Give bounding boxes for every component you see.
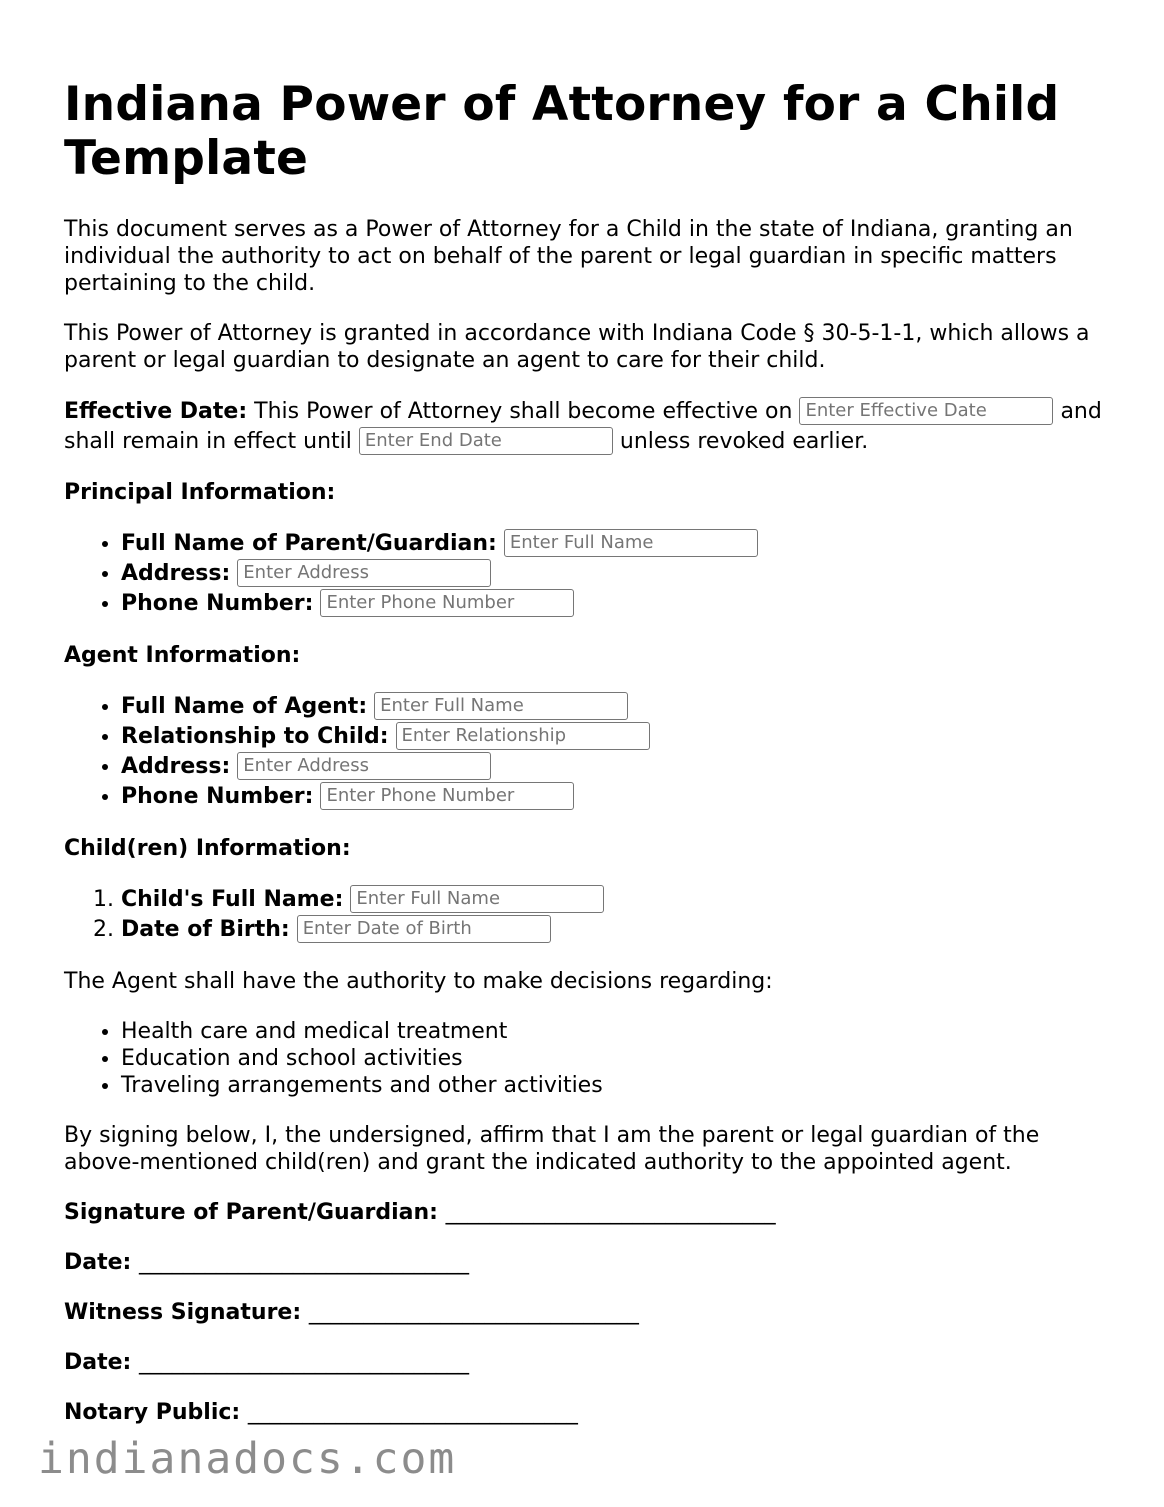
authority-intro: The Agent shall have the authority to make decisions regarding: bbox=[64, 969, 773, 994]
affirmation-paragraph: By signing below, I, the undersigned, affirm that I am the parent or legal guardian of the above-mentioned child(ren) and grant the indicated authority to the appointed agent. bbox=[64, 1123, 1040, 1175]
signature-line: ______________________________ bbox=[308, 1300, 639, 1325]
list-item: • Health care and medical treatment bbox=[121, 1018, 1104, 1045]
agent-list bbox=[64, 692, 1104, 812]
child-dob-input[interactable] bbox=[297, 915, 551, 943]
signature-line: ______________________________ bbox=[139, 1350, 470, 1375]
signature-line: ______________________________ bbox=[445, 1200, 776, 1225]
list-item: • Traveling arrangements and other activities bbox=[121, 1072, 1104, 1099]
parent-name-input[interactable] bbox=[504, 529, 758, 557]
child-name-input[interactable] bbox=[350, 885, 604, 913]
field-label: Phone Number: bbox=[121, 591, 314, 616]
field-label: Phone Number: bbox=[121, 784, 314, 809]
effective-date-label: Effective Date: bbox=[64, 399, 248, 424]
agent-phone-input[interactable] bbox=[320, 782, 574, 810]
signature-label: Signature of Parent/Guardian: bbox=[64, 1200, 438, 1225]
parent-address-input[interactable] bbox=[237, 559, 491, 587]
agent-address-input[interactable] bbox=[237, 752, 491, 780]
intro-paragraph-2: This Power of Attorney is granted in accordance with Indiana Code § 30-5-1-1, which allows a parent or legal guardian to designate an agent to care for their child. bbox=[64, 321, 1090, 373]
agent-heading: Agent Information: bbox=[64, 643, 301, 668]
principal-list bbox=[64, 529, 1104, 619]
signature-label: Notary Public: bbox=[64, 1400, 241, 1425]
effective-text-1: This Power of Attorney shall become effective on bbox=[254, 399, 793, 424]
list-item bbox=[121, 915, 1104, 945]
list-item bbox=[121, 529, 1104, 559]
field-label: Full Name of Parent/Guardian: bbox=[121, 531, 497, 556]
list-item bbox=[121, 559, 1104, 589]
signature-notary bbox=[64, 1399, 1104, 1426]
effective-text-2: and shall remain in effect until bbox=[64, 399, 1102, 454]
list-item bbox=[121, 782, 1104, 812]
list-item bbox=[121, 589, 1104, 619]
children-heading: Child(ren) Information: bbox=[64, 836, 351, 861]
list-item bbox=[121, 722, 1104, 752]
signature-label: Date: bbox=[64, 1350, 132, 1375]
effective-text-3: unless revoked earlier. bbox=[619, 429, 869, 454]
watermark: indianadocs.com bbox=[38, 1434, 457, 1484]
agent-name-input[interactable] bbox=[374, 692, 628, 720]
field-label: Date of Birth: bbox=[121, 917, 290, 942]
document bbox=[64, 78, 1104, 1449]
effective-date-paragraph bbox=[64, 397, 1104, 457]
end-date-input[interactable] bbox=[359, 427, 613, 455]
field-label: Address: bbox=[121, 754, 231, 779]
signature-label: Witness Signature: bbox=[64, 1300, 302, 1325]
children-list bbox=[64, 885, 1104, 945]
principal-heading: Principal Information: bbox=[64, 480, 336, 505]
list-item: • Education and school activities bbox=[121, 1045, 1104, 1072]
page-title: Indiana Power of Attorney for a Child Template bbox=[64, 77, 1060, 186]
list-item bbox=[121, 752, 1104, 782]
field-label: Relationship to Child: bbox=[121, 724, 389, 749]
field-label: Address: bbox=[121, 561, 231, 586]
signature-label: Date: bbox=[64, 1250, 132, 1275]
list-item bbox=[121, 885, 1104, 915]
field-label: Child's Full Name: bbox=[121, 887, 344, 912]
signature-line: ______________________________ bbox=[139, 1250, 470, 1275]
parent-phone-input[interactable] bbox=[320, 589, 574, 617]
list-item bbox=[121, 692, 1104, 722]
effective-date-input[interactable] bbox=[799, 397, 1053, 425]
signature-date-1 bbox=[64, 1249, 1104, 1276]
authority-list bbox=[64, 1018, 1104, 1099]
signature-date-2 bbox=[64, 1349, 1104, 1376]
field-label: Full Name of Agent: bbox=[121, 694, 368, 719]
signature-line: ______________________________ bbox=[247, 1400, 578, 1425]
agent-relationship-input[interactable] bbox=[396, 722, 650, 750]
intro-paragraph-1: This document serves as a Power of Attorney for a Child in the state of Indiana, granting an individual the authority to act on behalf of the parent or legal guardian in specific matters pertaining to the child. bbox=[64, 217, 1073, 296]
signature-witness bbox=[64, 1299, 1104, 1326]
signature-parent bbox=[64, 1199, 1104, 1226]
